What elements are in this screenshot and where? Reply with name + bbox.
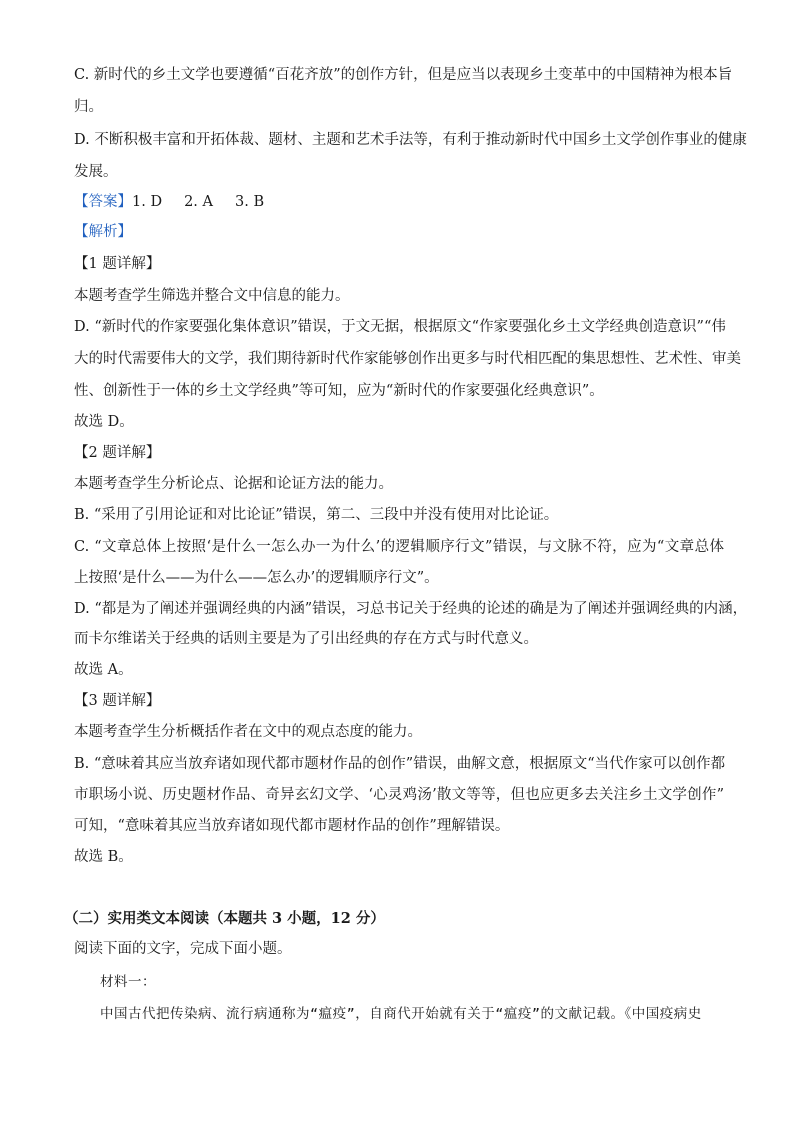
q2-conclusion: 故选 A。 [74,662,133,678]
material-text: 中国古代把传染病、流行病通称为“瘟疫”，自商代开始就有关于“瘟疫”的文献记载。《中国疫病史 [100,1006,702,1022]
section-title: （二）实用类文本阅读（本题共 3 小题，12 分） [64,910,385,927]
q3-heading: 【3 题详解】 [74,693,161,709]
option-c-line-1: C. 新时代的乡土文学也要遵循“百花齐放”的创作方针，但是应当以表现乡土变革中的中国精神为根本旨 [74,67,733,83]
answer-label: 【答案】 [74,194,132,210]
q1-text-1: 本题考查学生筛选并整合文中信息的能力。 [74,288,350,304]
q2-text-5: D. “都是为了阐述并强调经典的内涵”错误，习总书记关于经典的论述的确是为了阐述并强调经典的内涵， [74,601,748,617]
answer-2: 2. A [184,194,213,210]
q2-heading: 【2 题详解】 [74,445,161,461]
q1-text-3: 大的时代需要伟大的文学，我们期待新时代作家能够创作出更多与时代相匹配的集思想性、艺术性、审美 [74,351,741,367]
q2-text-1: 本题考查学生分析论点、论据和论证方法的能力。 [74,476,393,492]
q3-text-1: 本题考查学生分析概括作者在文中的观点态度的能力。 [74,724,422,740]
q2-text-3: C. “文章总体上按照‘是什么一怎么办一为什么’的逻辑顺序行文”错误，与文脉不符，应为“文章总体 [74,539,724,555]
answer-line [74,191,724,213]
q3-conclusion: 故选 B。 [74,849,133,865]
q3-text-4: 可知，“意味着其应当放弃诸如现代都市题材作品的创作”理解错误。 [74,818,510,834]
q2-text-4: 上按照‘是什么——为什么——怎么办’的逻辑顺序行文”。 [74,570,439,586]
q1-heading: 【1 题详解】 [74,256,161,272]
q3-text-3: 市职场小说、历史题材作品、奇异玄幻文学、‘心灵鸡汤’散文等等，但也应更多去关注乡土文学创作” [74,787,724,803]
material-label: 材料一： [100,974,156,990]
option-c-line-2: 归。 [74,99,103,115]
section-instruction: 阅读下面的文字，完成下面小题。 [74,941,292,957]
option-d-line-2: 发展。 [74,164,118,180]
option-d-line-1: D. 不断积极丰富和开拓体裁、题材、主题和艺术手法等，有利于推动新时代中国乡土文学创作事业的健康 [74,132,747,148]
q3-text-2: B. “意味着其应当放弃诸如现代都市题材作品的创作”错误，曲解文意，根据原文“当代作家可以创作都 [74,756,726,772]
q2-text-2: B. “采用了引用论证和对比论证”错误，第二、三段中并没有使用对比论证。 [74,507,559,523]
q1-text-2: D. “新时代的作家要强化集体意识”错误，于文无据，根据原文“作家要强化乡土文学经典创造意识”“伟 [74,319,726,335]
q1-conclusion: 故选 D。 [74,414,134,430]
q1-text-4: 性、创新性于一体的乡土文学经典”等可知，应为“新时代的作家要强化经典意识”。 [74,383,604,399]
analysis-label: 【解析】 [74,224,132,240]
answer-1: 1. D [132,194,163,210]
answer-3: 3. B [235,194,265,210]
q2-text-6: 而卡尔维诺关于经典的话则主要是为了引出经典的存在方式与时代意义。 [74,631,538,647]
